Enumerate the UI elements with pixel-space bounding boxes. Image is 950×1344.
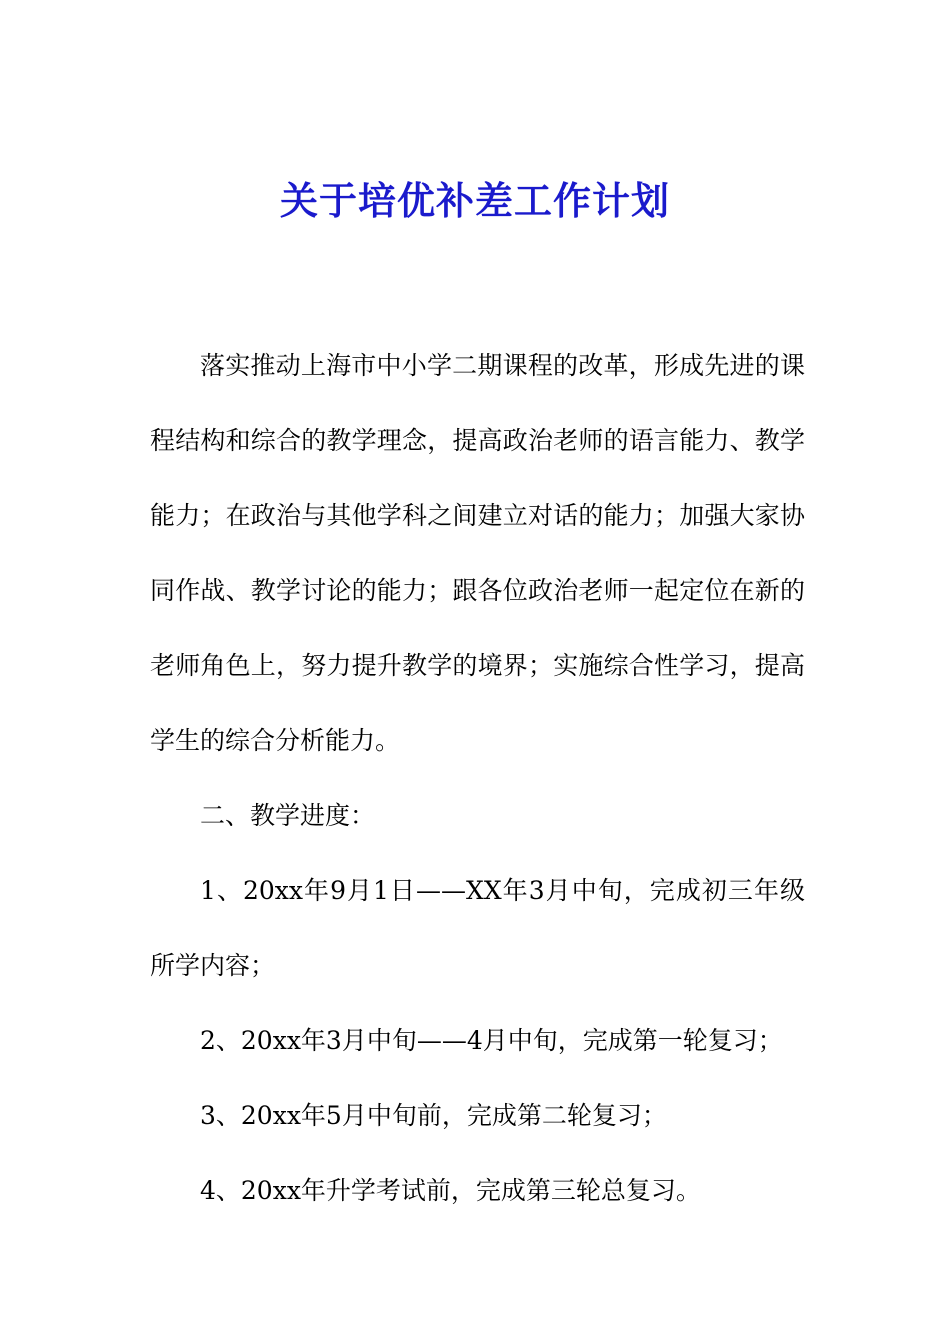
paragraph-item-1: 1、20xx年9月1日——XX年3月中旬，完成初三年级所学内容；: [150, 876, 805, 980]
paragraph-section-heading: 二、教学进度：: [200, 801, 376, 830]
paragraph-intro: 落实推动上海市中小学二期课程的改革，形成先进的课程结构和综合的教学理念，提高政治老师的语言能力、教学能力；在政治与其他学科之间建立对话的能力；加强大家协同作战、教学讨论的能力；跟各位政治老师一起定位在新的老师角色上，努力提升教学的境界；实施综合性学习，提高学生的综合分析能力。: [150, 351, 805, 755]
paragraph-item-4: 4、20xx年升学考试前，完成第三轮总复习。: [200, 1176, 701, 1205]
paragraph-item-2: 2、20xx年3月中旬——4月中旬，完成第一轮复习；: [200, 1026, 783, 1055]
document-body: [150, 328, 805, 1228]
paragraph-item-3: 3、20xx年5月中旬前，完成第二轮复习；: [200, 1101, 667, 1130]
document-title: 关于培优补差工作计划: [279, 179, 670, 223]
